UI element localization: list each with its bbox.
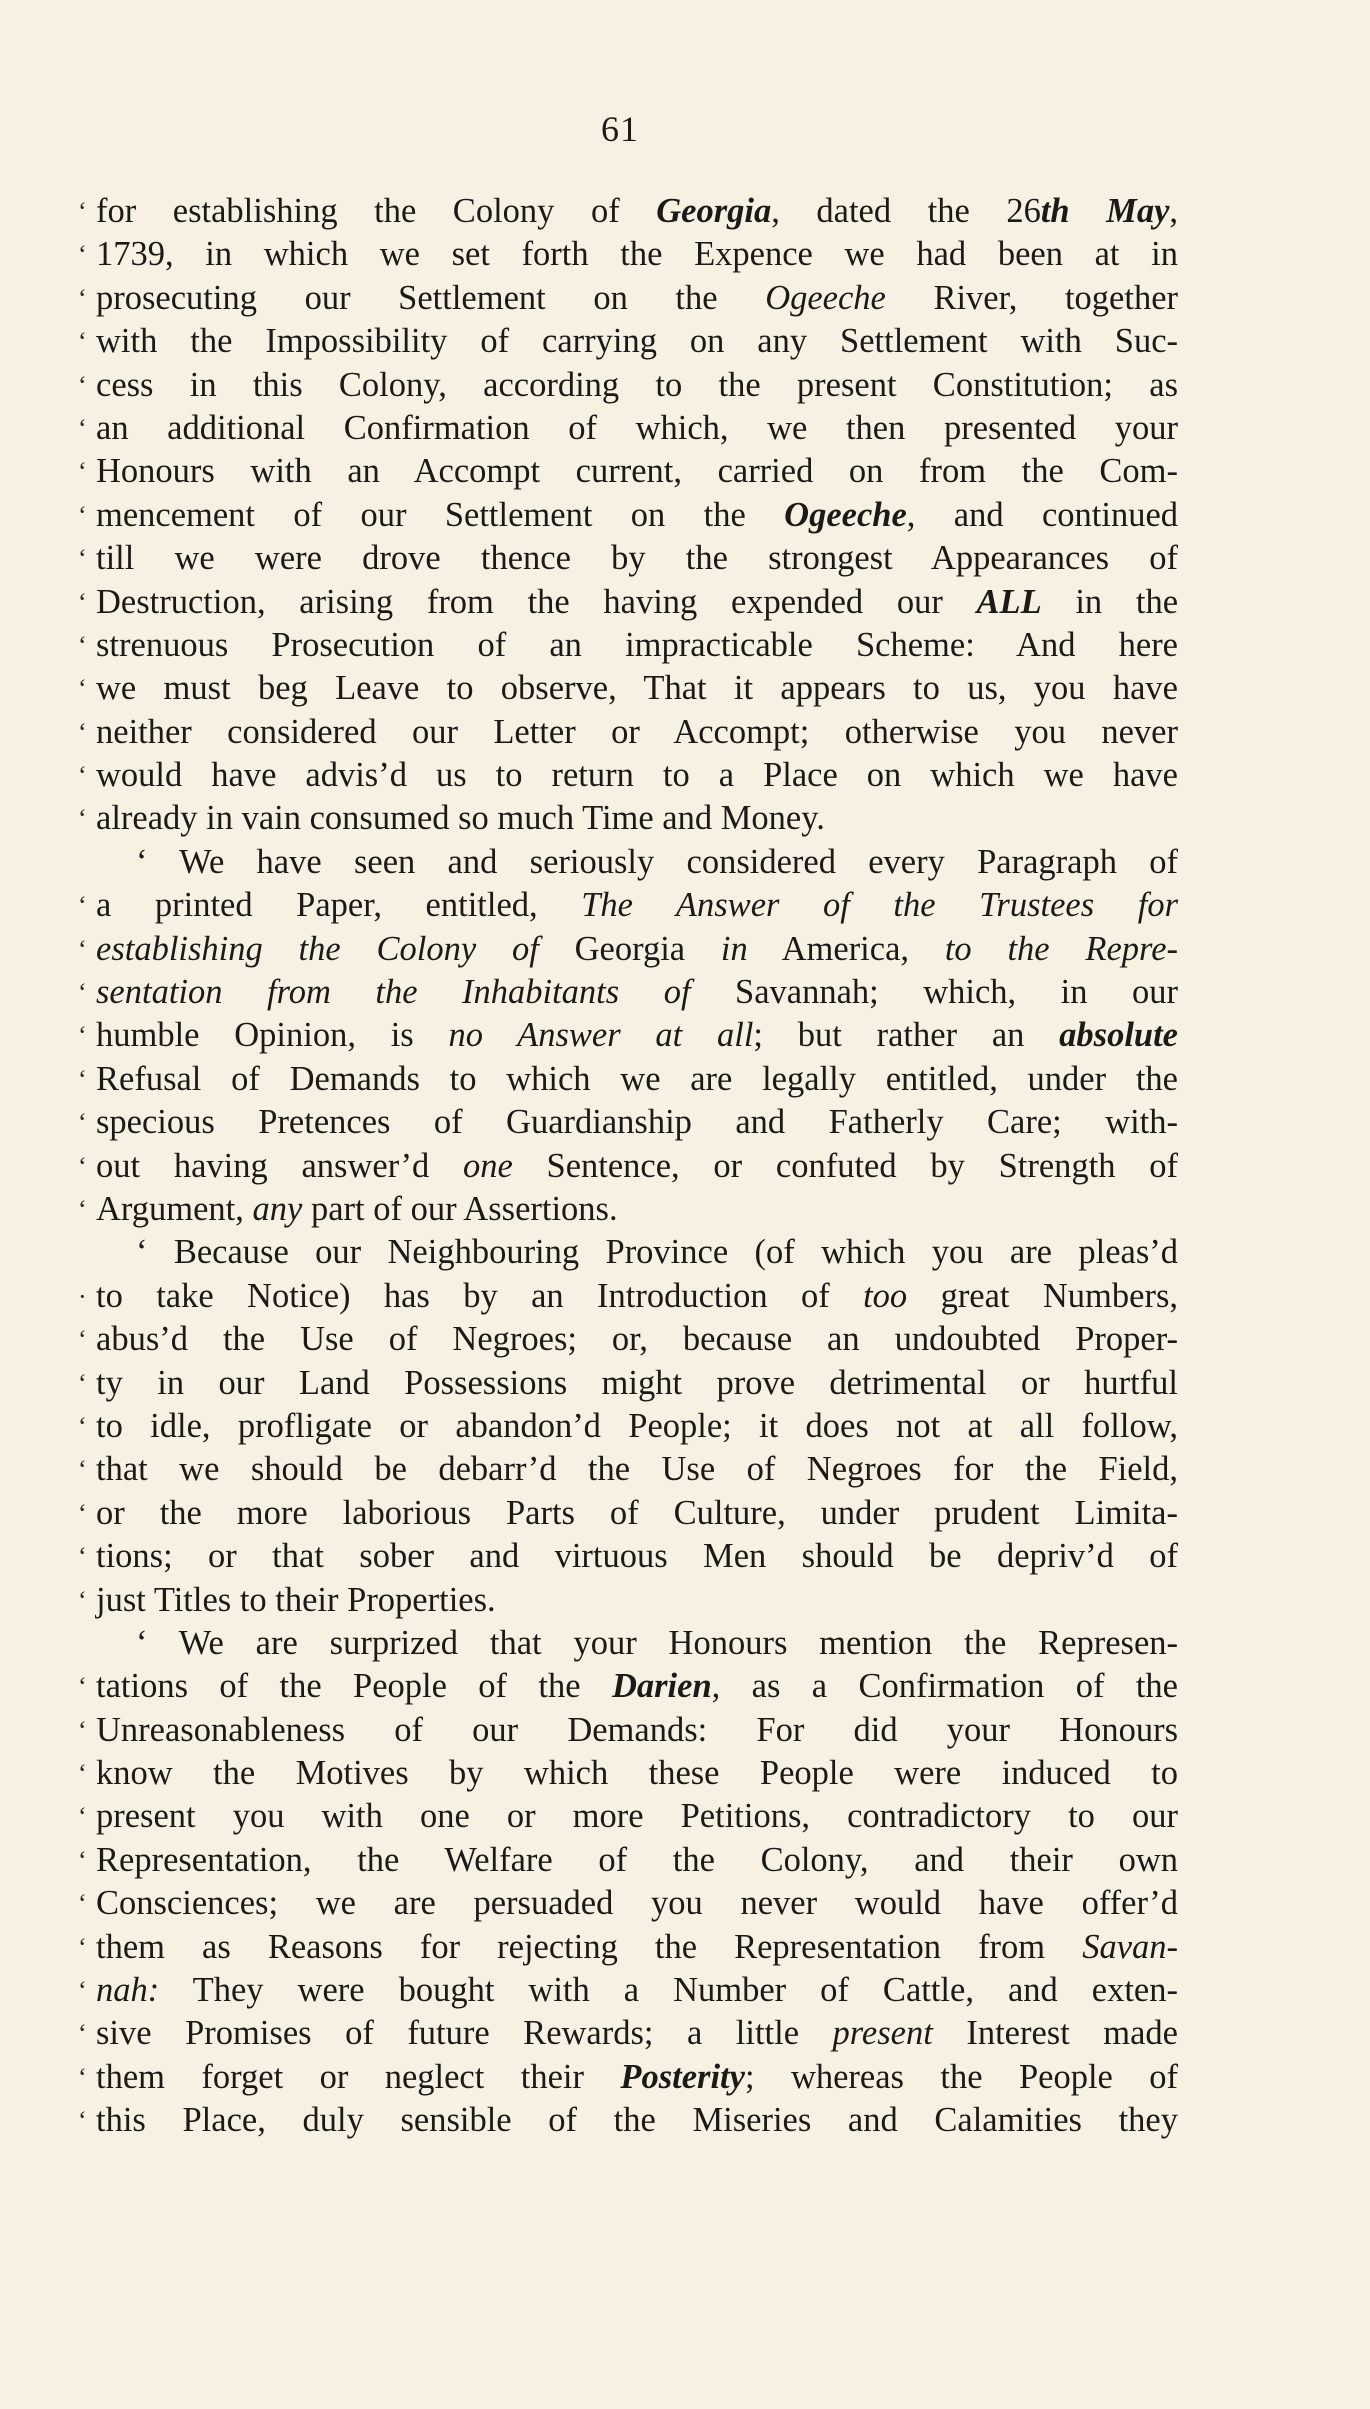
quote-mark: ‘ — [78, 1889, 87, 1919]
text-run: till we were drove thence by the strongest Appearances of — [96, 539, 1178, 578]
text-run: Interest made — [932, 2014, 1178, 2053]
quote-mark: ‘ — [78, 1542, 87, 1572]
text-line — [78, 1405, 1178, 1448]
text-run: with the Impossibility of carrying on any Settlement with Suc- — [96, 322, 1178, 361]
line-text — [96, 1188, 1178, 1231]
text-run: Ogeeche — [765, 278, 886, 317]
quote-mark: ‘ — [78, 544, 87, 574]
text-run: an additional Confirmation of which, we then presented your — [96, 408, 1178, 447]
text-run: Unreasonableness of our Demands: For did your Honours — [96, 1710, 1178, 1749]
quote-mark: ‘ — [78, 500, 87, 530]
quote-mark: ‘ — [78, 2019, 87, 2049]
text-line — [78, 494, 1178, 537]
text-run: Savan- — [1082, 1927, 1178, 1966]
text-line — [78, 2056, 1178, 2099]
line-text — [96, 537, 1178, 580]
text-run: to take Notice) has by an Introduction of — [96, 1276, 864, 1315]
text-line — [78, 233, 1178, 276]
text-run: Ogeeche — [784, 495, 907, 534]
quote-mark: ‘ — [78, 1411, 87, 1441]
line-text — [96, 494, 1178, 537]
text-line — [78, 1145, 1178, 1188]
text-run: them forget or neglect their — [96, 2057, 621, 2096]
text-run: to the Repre- — [944, 929, 1178, 968]
text-run: sive Promises of future Rewards; a little — [96, 2014, 833, 2053]
quote-mark: ‘ — [78, 1802, 87, 1832]
quote-mark: · — [78, 1281, 87, 1311]
page-number: 61 — [601, 109, 639, 149]
text-line — [78, 797, 1178, 840]
quote-mark: ‘ — [78, 934, 87, 964]
text-line — [78, 1275, 1178, 1318]
quote-mark: ‘ — [78, 1325, 87, 1355]
text-run: tions; or that sober and virtuous Men should be depriv’d of — [96, 1537, 1178, 1576]
line-text — [136, 1622, 1178, 1665]
quote-mark: ‘ — [78, 1368, 87, 1398]
line-text — [96, 1926, 1178, 1969]
text-line — [78, 450, 1178, 493]
text-line — [78, 1014, 1178, 1057]
text-line — [78, 971, 1178, 1014]
text-run: Argument, — [96, 1189, 253, 1228]
text-run: River, together — [885, 278, 1178, 317]
text-run: in — [720, 929, 748, 968]
text-line — [78, 1579, 1178, 1622]
line-text — [96, 624, 1178, 667]
text-run: specious Pretences of Guardianship and Fatherly Care; with- — [96, 1103, 1178, 1142]
text-line — [78, 407, 1178, 450]
text-run: They were bought with a Number of Cattle, and exten- — [159, 1971, 1178, 2010]
quote-mark: ‘ — [78, 240, 87, 270]
line-text — [96, 667, 1178, 710]
text-line — [78, 1882, 1178, 1925]
quote-mark: ‘ — [78, 804, 87, 834]
text-run: ‘ We are surprized that your Honours mention the Represen- — [136, 1623, 1178, 1662]
text-line — [78, 277, 1178, 320]
text-line — [78, 1492, 1178, 1535]
text-run: know the Motives by which these People were induced to — [96, 1754, 1178, 1793]
text-run: part of our Assertions. — [302, 1189, 618, 1228]
text-run: ALL — [976, 582, 1042, 621]
text-line — [78, 1448, 1178, 1491]
quote-mark: ‘ — [78, 761, 87, 791]
quote-mark: ‘ — [78, 1672, 87, 1702]
quote-mark: ‘ — [78, 1498, 87, 1528]
text-line — [78, 1318, 1178, 1361]
quote-mark: ‘ — [78, 197, 87, 226]
line-text — [96, 1448, 1178, 1491]
text-line — [78, 928, 1178, 971]
quote-mark: ‘ — [78, 457, 87, 487]
quote-mark: ‘ — [78, 1151, 87, 1181]
text-run: America, — [747, 929, 945, 968]
text-run: to idle, profligate or abandon’d People; it does not at all follow, — [96, 1406, 1178, 1445]
text-run: strenuous Prosecution of an impracticable Scheme: And here — [96, 625, 1178, 664]
quote-mark: ‘ — [78, 1715, 87, 1745]
quote-mark: ‘ — [78, 630, 87, 660]
line-text — [136, 841, 1178, 884]
text-line — [78, 1362, 1178, 1405]
line-text — [96, 1882, 1178, 1925]
line-text — [96, 711, 1178, 754]
text-run: , dated the — [771, 192, 1007, 230]
line-text — [96, 2099, 1178, 2142]
text-line — [78, 1231, 1178, 1274]
text-run: 26 — [1006, 192, 1041, 230]
line-text — [96, 233, 1178, 276]
line-text — [96, 2012, 1178, 2055]
line-text — [96, 450, 1178, 493]
text-run: tations of the People of the — [96, 1667, 612, 1706]
text-line — [78, 667, 1178, 710]
text-run: present — [832, 2014, 933, 2053]
text-run: ‘ We have seen and seriously considered every Paragraph of — [136, 842, 1178, 881]
text-run: out having answer’d — [96, 1146, 463, 1185]
line-text — [96, 2056, 1178, 2099]
text-run: ; but rather an — [753, 1016, 1060, 1055]
line-text — [96, 1752, 1178, 1795]
quote-mark: ‘ — [78, 674, 87, 704]
text-line — [78, 1969, 1178, 2012]
text-line — [78, 190, 1178, 233]
text-run: a printed Paper, entitled, — [96, 886, 582, 925]
text-run: humble Opinion, is — [96, 1016, 449, 1055]
text-run: one — [462, 1146, 513, 1185]
quote-mark: ‘ — [78, 370, 87, 400]
quote-mark: ‘ — [78, 717, 87, 747]
text-line — [78, 364, 1178, 407]
text-run: Savannah; which, in our — [690, 973, 1178, 1012]
text-run: nah: — [96, 1971, 160, 2010]
line-text — [96, 1535, 1178, 1578]
line-text — [96, 1969, 1178, 2012]
line-text — [96, 364, 1178, 407]
quote-mark: ‘ — [78, 2062, 87, 2092]
text-run: neither considered our Letter or Accompt; otherwise you never — [96, 712, 1178, 751]
text-line — [78, 1926, 1178, 1969]
line-text — [96, 884, 1178, 927]
line-text — [96, 971, 1178, 1014]
quote-mark: ‘ — [78, 1932, 87, 1962]
text-line — [78, 754, 1178, 797]
text-run: great Numbers, — [907, 1276, 1178, 1315]
quote-mark: ‘ — [78, 978, 87, 1008]
line-text — [96, 754, 1178, 797]
line-text — [96, 1795, 1178, 1838]
text-line — [78, 1058, 1178, 1101]
text-run: absolute — [1059, 1016, 1178, 1055]
quote-mark: ‘ — [78, 1194, 87, 1224]
line-text — [96, 1665, 1178, 1708]
text-run: for establishing the Colony of — [96, 192, 657, 230]
quote-mark: ‘ — [78, 1064, 87, 1094]
text-run: establishing the Colony of — [96, 929, 539, 968]
text-run: or the more laborious Parts of Culture, under prudent Limita- — [96, 1493, 1178, 1532]
text-run: ; whereas the People of — [744, 2057, 1179, 2096]
line-text — [96, 1275, 1178, 1318]
text-run: too — [863, 1276, 908, 1315]
text-run: abus’d the Use of Negroes; or, because an undoubted Proper- — [96, 1320, 1178, 1359]
text-line — [78, 624, 1178, 667]
text-line — [78, 1839, 1178, 1882]
text-run: , — [1169, 192, 1179, 230]
line-text — [96, 1362, 1178, 1405]
text-run: any — [252, 1189, 303, 1228]
quote-mark: ‘ — [78, 283, 87, 313]
text-line — [78, 711, 1178, 754]
line-text — [96, 797, 1178, 840]
quote-mark: ‘ — [78, 1455, 87, 1485]
line-text — [96, 320, 1178, 363]
text-run: we must beg Leave to observe, That it appears to us, you have — [96, 669, 1178, 708]
text-run: this Place, duly sensible of the Miseries and Calamities they — [96, 2101, 1178, 2140]
line-text — [96, 277, 1178, 320]
quote-mark: ‘ — [78, 587, 87, 617]
line-text — [96, 1145, 1178, 1188]
quote-mark: ‘ — [78, 327, 87, 357]
text-run: cess in this Colony, according to the present Constitution; as — [96, 365, 1178, 404]
line-text — [96, 1014, 1178, 1057]
quote-mark: ‘ — [78, 2106, 87, 2136]
line-text — [96, 407, 1178, 450]
line-text — [96, 1101, 1178, 1144]
text-line — [78, 2012, 1178, 2055]
line-text — [96, 1058, 1178, 1101]
text-line — [78, 1101, 1178, 1144]
quote-mark: ‘ — [78, 413, 87, 443]
quote-mark: ‘ — [78, 1585, 87, 1615]
text-run: Honours with an Accompt current, carried on from the Com- — [96, 452, 1178, 491]
line-text — [96, 1318, 1178, 1361]
text-line — [78, 537, 1178, 580]
text-run: them as Reasons for rejecting the Representation from — [96, 1927, 1083, 1966]
text-line — [78, 1752, 1178, 1795]
text-line — [78, 1535, 1178, 1578]
text-run: Posterity — [620, 2057, 745, 2096]
text-run: no Answer at all — [448, 1016, 754, 1055]
line-text — [96, 1839, 1178, 1882]
text-run: just Titles to their Properties. — [96, 1580, 496, 1619]
text-run: Sentence, or confuted by Strength of — [512, 1146, 1178, 1185]
text-line — [78, 1622, 1178, 1665]
line-text — [96, 1405, 1178, 1448]
text-run: sentation from the Inhabitants of — [96, 973, 691, 1012]
text-run: Destruction, arising from the having expended our — [96, 582, 977, 621]
quote-mark: ‘ — [78, 1108, 87, 1138]
text-run: would have advis’d us to return to a Place on which we have — [96, 756, 1178, 795]
text-run: in the — [1041, 582, 1179, 621]
text-run: Representation, the Welfare of the Colony, and their own — [96, 1840, 1178, 1879]
text-line — [78, 841, 1178, 884]
text-run: mencement of our Settlement on the — [96, 495, 785, 534]
text-line — [78, 2099, 1178, 2142]
line-text — [96, 581, 1178, 624]
text-line — [78, 581, 1178, 624]
quote-mark: ‘ — [78, 1021, 87, 1051]
text-run: ‘ Because our Neighbouring Province (of which you are pleas’d — [136, 1233, 1178, 1272]
line-text — [96, 1492, 1178, 1535]
text-run: already in vain consumed so much Time and Money. — [96, 799, 825, 838]
text-run: 1739, in which we set forth the Expence we had been at in — [96, 235, 1178, 274]
line-text — [96, 1579, 1178, 1622]
text-run: Consciences; we are persuaded you never would have offer’d — [96, 1884, 1178, 1923]
quote-mark: ‘ — [78, 1976, 87, 2006]
text-run: Refusal of Demands to which we are legally entitled, under the — [96, 1059, 1178, 1098]
text-run: th May — [1040, 192, 1170, 230]
text-run: present you with one or more Petitions, contradictory to our — [96, 1797, 1178, 1836]
text-line — [78, 1709, 1178, 1752]
text-line — [78, 1665, 1178, 1708]
quote-mark: ‘ — [78, 1845, 87, 1875]
text-line — [78, 1795, 1178, 1838]
text-run: that we should be debarr’d the Use of Negroes for the Field, — [96, 1450, 1178, 1489]
quote-mark: ‘ — [78, 891, 87, 921]
line-text — [96, 1709, 1178, 1752]
text-line — [78, 320, 1178, 363]
text-run: The Answer of the Trustees for — [581, 886, 1179, 925]
text-run: ty in our Land Possessions might prove detrimental or hurtful — [96, 1363, 1178, 1402]
text-line — [78, 884, 1178, 927]
text-line — [78, 1188, 1178, 1231]
text-run: , and continued — [906, 495, 1179, 534]
text-run: Darien — [611, 1667, 712, 1706]
line-text — [96, 928, 1178, 971]
quote-mark: ‘ — [78, 1759, 87, 1789]
text-run: prosecuting our Settlement on the — [96, 278, 766, 317]
line-text — [96, 190, 1178, 233]
line-text — [136, 1231, 1178, 1274]
text-run: , as a Confirmation of the — [711, 1667, 1178, 1706]
text-run: Georgia — [656, 192, 772, 230]
body-text — [78, 190, 1178, 2143]
text-run: Georgia — [538, 929, 721, 968]
